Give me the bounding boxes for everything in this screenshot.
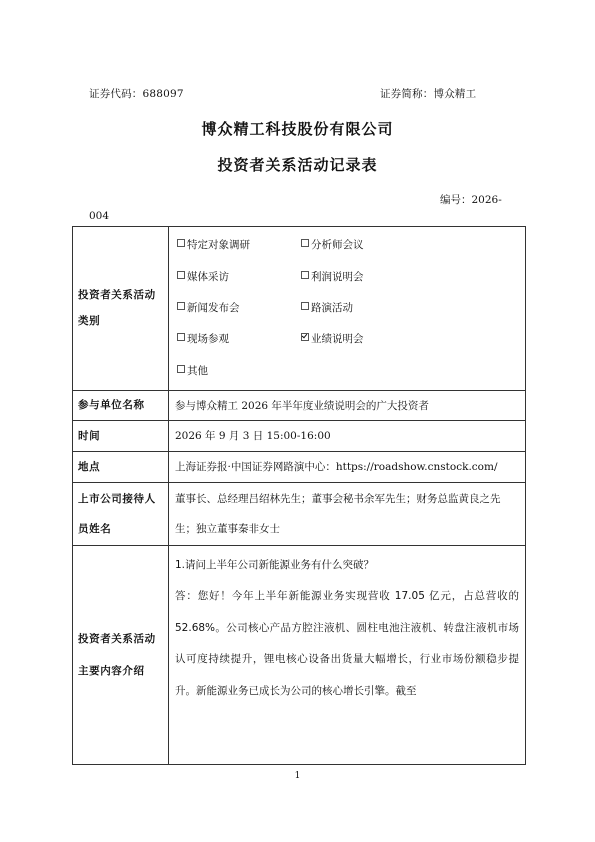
main-content-value xyxy=(169,545,526,764)
time-row xyxy=(73,420,526,451)
activity-type-options xyxy=(169,227,526,391)
activity-type-label: 投资者关系活动类别 xyxy=(73,227,169,391)
checked-checkbox-icon xyxy=(301,333,309,341)
activity-option-label: 路演活动 xyxy=(311,301,353,314)
checkbox-icon xyxy=(177,302,185,310)
main-content-label: 投资者关系活动主要内容介绍 xyxy=(73,545,169,764)
activity-option xyxy=(177,331,301,346)
participants-value: 参与博众精工 2026 年半年度业绩说明会的广大投资者 xyxy=(169,390,526,420)
record-table xyxy=(72,226,526,765)
answer-text: 答：您好！今年上半年新能源业务实现营收 17.05 亿元，占总营收的 52.68%。公司核心产品方腔注液机、圆柱电池注液机、转盘注液机市场认可度持续提升，锂电核心设备出货量大幅增长，行业市场份额稳步提升。新能源业务已成长为公司的核心增长引擎。截至 xyxy=(175,590,519,697)
activity-option-label: 分析师会议 xyxy=(311,239,364,252)
checkbox-icon xyxy=(177,271,185,279)
checkbox-icon xyxy=(177,239,185,247)
main-content-row xyxy=(73,545,526,764)
option-grid xyxy=(175,227,525,390)
activity-type-row xyxy=(73,227,526,391)
page-number: 1 xyxy=(294,771,301,781)
location-row xyxy=(73,451,526,482)
activity-option-label: 利润说明会 xyxy=(311,270,364,283)
activity-option xyxy=(301,300,451,315)
company-staff-label: 上市公司接待人员姓名 xyxy=(73,482,169,545)
serial-number: 编号：2026- xyxy=(440,194,502,206)
activity-option-label: 其他 xyxy=(187,364,208,377)
checkbox-icon xyxy=(301,302,309,310)
activity-option xyxy=(301,237,451,252)
activity-option xyxy=(177,300,301,315)
activity-option-label: 媒体采访 xyxy=(187,270,229,283)
participants-label: 参与单位名称 xyxy=(73,390,169,420)
checkbox-icon xyxy=(301,239,309,247)
checkbox-icon xyxy=(177,333,185,341)
activity-option-label: 业绩说明会 xyxy=(311,333,364,346)
company-staff-value: 董事长、总经理吕绍林先生；董事会秘书余军先生；财务总监黄良之先生；独立董事秦非女士 xyxy=(169,482,526,545)
time-label: 时间 xyxy=(73,420,169,451)
activity-option-label: 现场参观 xyxy=(187,333,229,346)
participants-row xyxy=(73,390,526,420)
security-code: 证券代码：688097 xyxy=(89,88,184,100)
checkbox-icon xyxy=(301,271,309,279)
activity-option xyxy=(177,237,301,252)
activity-option xyxy=(177,363,301,378)
location-value: 上海证券报·中国证券网路演中心：https://roadshow.cnstock.com/ xyxy=(169,451,526,482)
serial-number-tail: 004 xyxy=(89,210,110,222)
activity-option xyxy=(301,269,451,284)
time-value: 2026 年 9 月 3 日 15:00-16:00 xyxy=(169,420,526,451)
activity-option xyxy=(301,331,451,346)
location-label: 地点 xyxy=(73,451,169,482)
company-name: 博众精工科技股份有限公司 xyxy=(201,120,394,138)
question-text: 1.请问上半年公司新能源业务有什么突破？ xyxy=(175,558,375,571)
form-title: 投资者关系活动记录表 xyxy=(217,156,378,174)
security-abbreviation: 证券简称：博众精工 xyxy=(380,88,477,100)
company-staff-row xyxy=(73,482,526,545)
activity-option-label: 特定对象调研 xyxy=(187,239,250,252)
activity-option xyxy=(177,269,301,284)
activity-option-label: 新闻发布会 xyxy=(187,301,240,314)
checkbox-icon xyxy=(177,365,185,373)
